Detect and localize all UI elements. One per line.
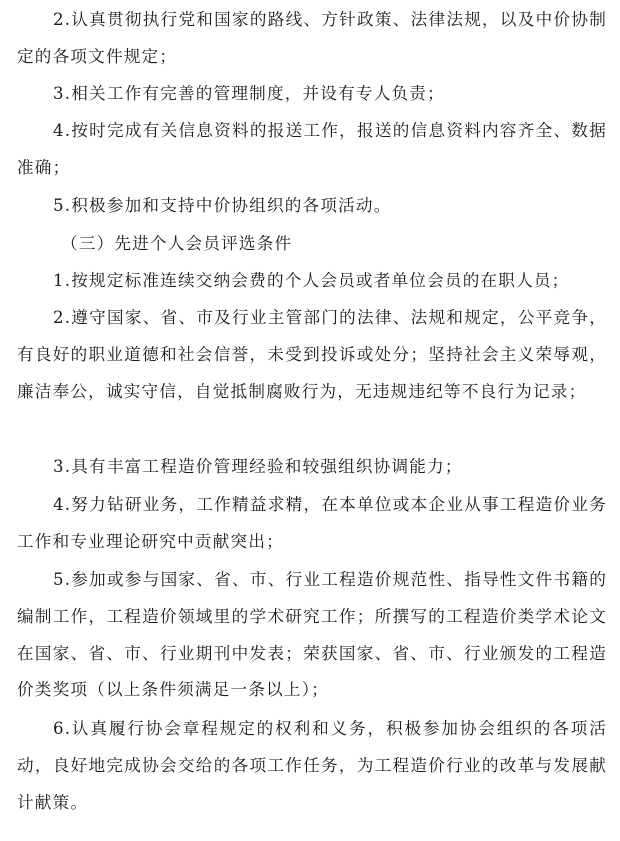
paragraph-item-4-reporting: 4.按时完成有关信息资料的报送工作，报送的信息资料内容齐全、数据准确；: [17, 121, 607, 177]
paragraph-item-5-activities: 5.积极参加和支持中价协组织的各项活动。: [53, 196, 392, 215]
paragraph-item-3-management: 3.相关工作有完善的管理制度，并设有专人负责；: [53, 84, 445, 103]
section-heading-individual: （三）先进个人会员评选条件: [61, 234, 293, 253]
paragraph-individual-6: 6.认真履行协会章程规定的权利和义务，积极参加协会组织的各项活动，良好地完成协会交给的各项工作任务，为工程造价行业的改革与发展献计献策。: [17, 719, 607, 812]
paragraph-individual-2: 2.遵守国家、省、市及行业主管部门的法律、法规和规定，公平竞争，有良好的职业道德和社会信誉，未受到投诉或处分；坚持社会主义荣辱观，廉洁奉公，诚实守信，自觉抵制腐败行为，无违规违纪等不良行为记录；: [17, 308, 607, 401]
paragraph-individual-4: 4.努力钻研业务，工作精益求精，在本单位或本企业从事工程造价业务工作和专业理论研究中贡献突出；: [17, 495, 607, 551]
paragraph-individual-1: 1.按规定标准连续交纳会费的个人会员或者单位会员的在职人员；: [53, 271, 570, 290]
paragraph-individual-3: 3.具有丰富工程造价管理经验和较强组织协调能力；: [53, 457, 463, 476]
paragraph-item-2-policy: 2.认真贯彻执行党和国家的路线、方针政策、法律法规，以及中价协制定的各项文件规定；: [17, 10, 607, 66]
paragraph-individual-5: 5.参加或参与国家、省、市、行业工程造价规范性、指导性文件书籍的编制工作，工程造价领域里的学术研究工作；所撰写的工程造价类学术论文在国家、省、市、行业期刊中发表；荣获国家、省、市、行业颁发的工程造价类奖项（以上条件须满足一条以上）；: [17, 570, 607, 700]
